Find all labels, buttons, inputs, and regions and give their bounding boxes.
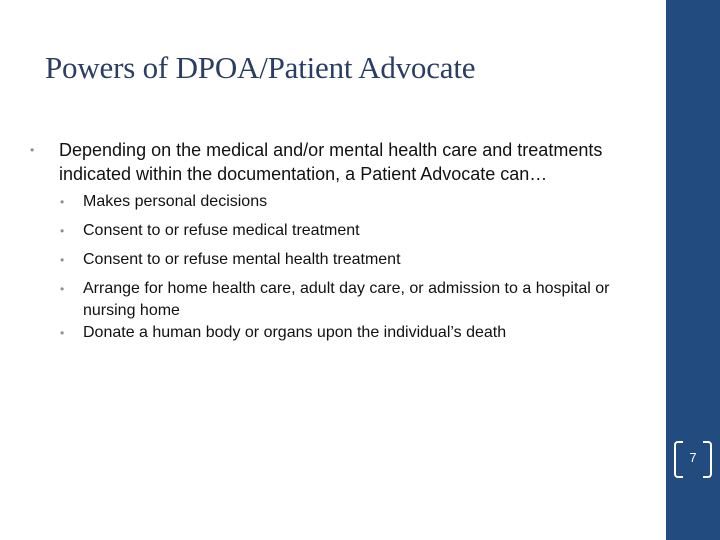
sub-bullet-text: Makes personal decisions xyxy=(83,193,268,210)
bullet-icon: • xyxy=(60,253,65,267)
bullet-icon: • xyxy=(60,326,65,340)
main-bullet-item xyxy=(30,138,630,186)
slide-title: Powers of DPOA/Patient Advocate xyxy=(45,50,476,85)
main-bullet-text: Depending on the medical and/or mental health care and treatments indicated within the documentation, a Patient Advocate can… xyxy=(59,140,603,184)
sub-bullet-text: Consent to or refuse medical treatment xyxy=(83,222,360,239)
slide-content xyxy=(30,138,630,351)
sub-bullet-item xyxy=(30,322,630,344)
bullet-icon: • xyxy=(60,195,65,209)
sub-bullet-item xyxy=(30,191,630,213)
bracket-right-icon xyxy=(703,441,712,478)
page-number: 7 xyxy=(689,450,697,465)
sub-bullet-list xyxy=(30,191,630,344)
sub-bullet-item xyxy=(30,220,630,242)
bullet-icon: • xyxy=(30,143,35,157)
sub-bullet-text: Consent to or refuse mental health treatment xyxy=(83,251,401,268)
sub-bullet-text: Arrange for home health care, adult day care, or admission to a hospital or nursing home xyxy=(83,280,610,319)
bullet-icon: • xyxy=(60,282,65,296)
sub-bullet-item xyxy=(30,278,630,322)
sub-bullet-item xyxy=(30,249,630,271)
page-number-badge xyxy=(666,437,720,479)
sub-bullet-text: Donate a human body or organs upon the individual’s death xyxy=(83,324,507,341)
bullet-icon: • xyxy=(60,224,65,238)
